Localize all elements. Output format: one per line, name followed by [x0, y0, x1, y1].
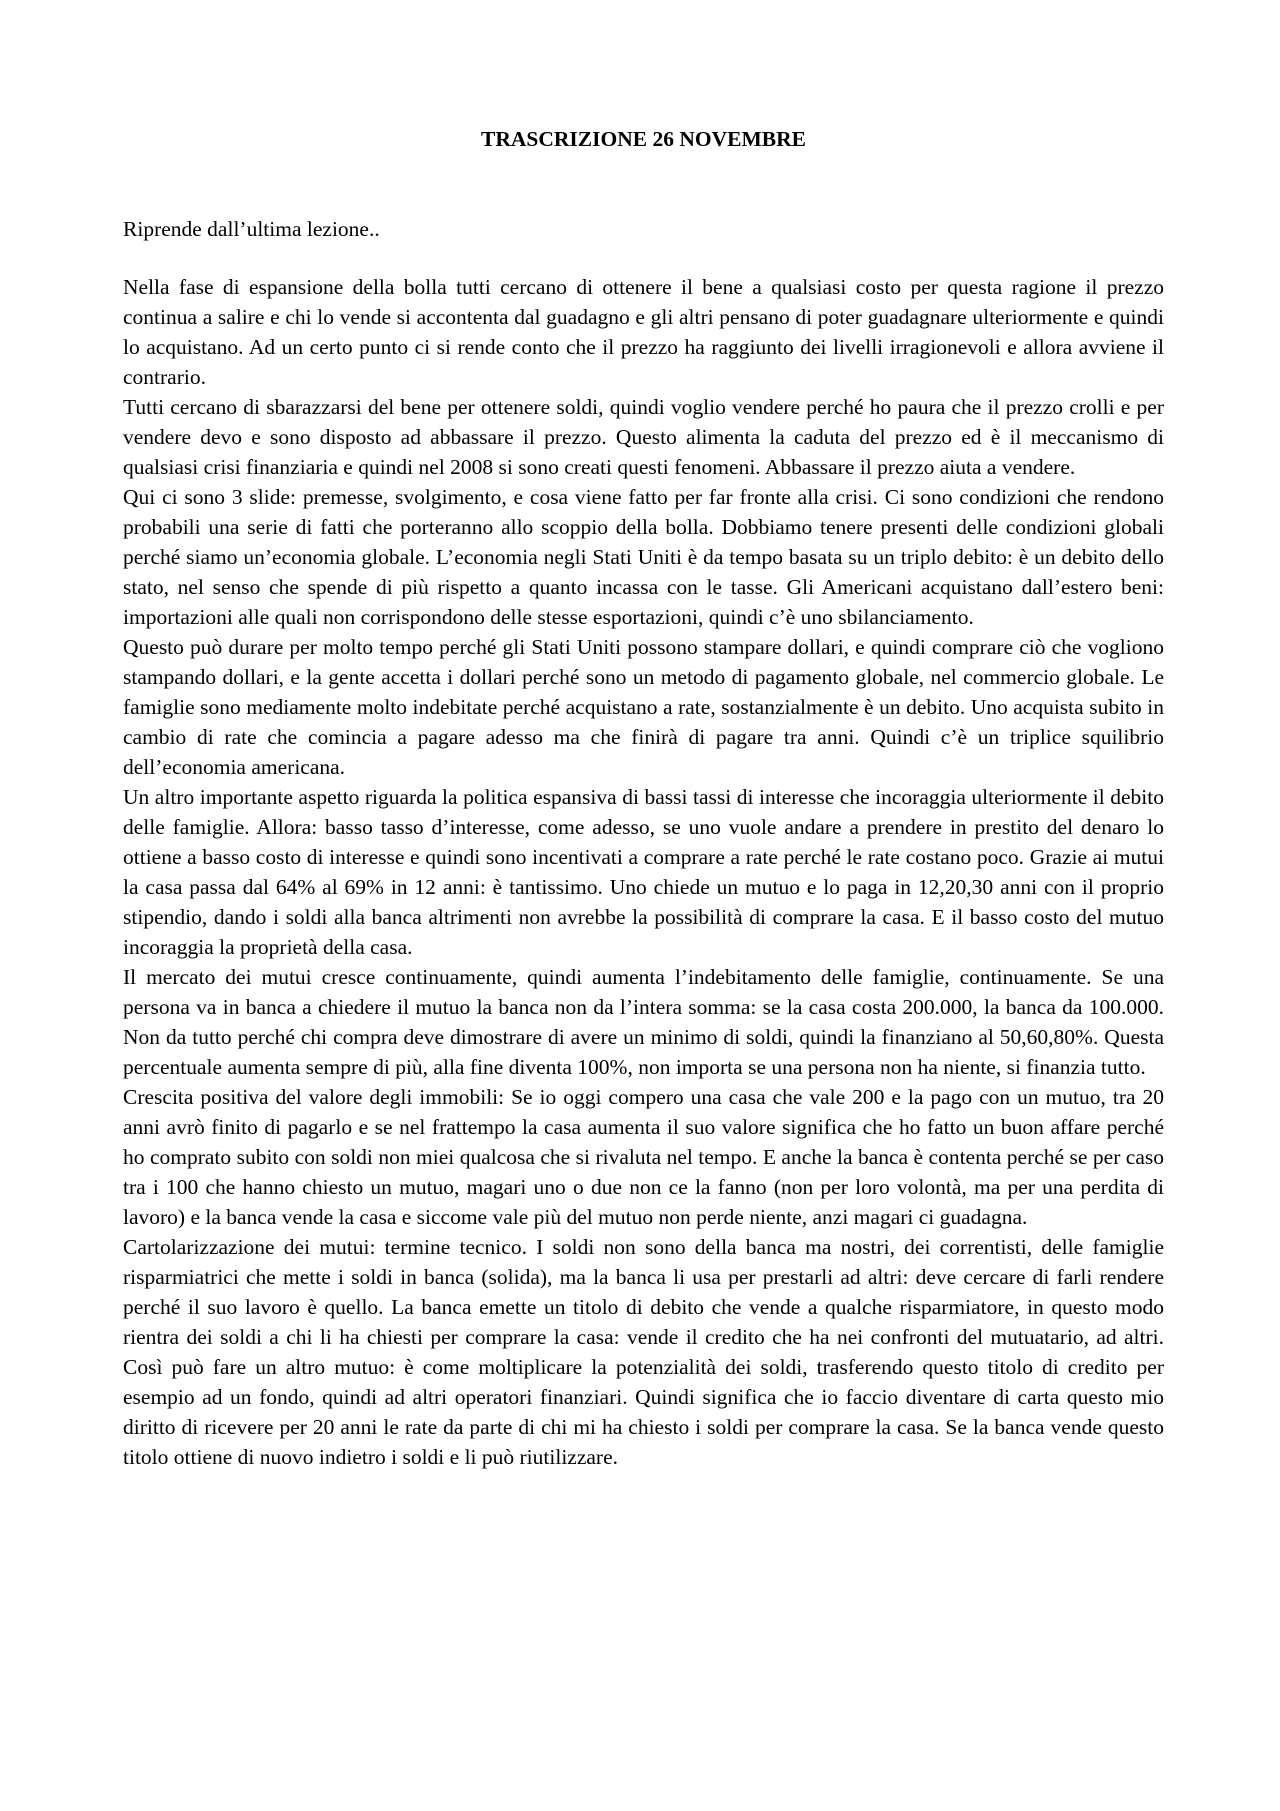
paragraph: Tutti cercano di sbarazzarsi del bene per ottenere soldi, quindi voglio vendere perché ho paura che il prezzo crolli e per vendere devo e sono disposto ad abbassare il prezzo. Questo alimenta la caduta del prezzo ed è il meccanismo di qualsiasi crisi finanziaria e quindi nel 2008 si sono creati questi fenomeni. Abbassare il prezzo aiuta a vendere.: [123, 395, 1164, 479]
intro-line: Riprende dall’ultima lezione..: [123, 217, 380, 241]
paragraph: Qui ci sono 3 slide: premesse, svolgimento, e cosa viene fatto per far fronte alla crisi. Ci sono condizioni che rendono probabili una serie di fatti che porteranno allo scoppio della bolla. Dobbiamo tenere presenti delle condizioni globali perché siamo un’economia globale. L’economia negli Stati Uniti è da tempo basata su un triplo debito: è un debito dello stato, nel senso che spende di più rispetto a quanto incassa con le tasse. Gli Americani acquistano dall’estero beni: importazioni alle quali non corrispondono delle stesse esportazioni, quindi c’è uno sbilanciamento.: [123, 485, 1164, 629]
paragraph: Cartolarizzazione dei mutui: termine tecnico. I soldi non sono della banca ma nostri, dei correntisti, delle famiglie risparmiatrici che mette i soldi in banca (solida), ma la banca li usa per prestarli ad altri: deve cercare di farli rendere perché il suo lavoro è quello. La banca emette un titolo di debito che vende a qualche risparmiatore, in questo modo rientra dei soldi a chi li ha chiesti per comprare la casa: vende il credito che ha nei confronti del mutuatario, ad altri. Così può fare un altro mutuo: è come moltiplicare la potenzialità dei soldi, trasferendo questo titolo di credito per esempio ad un fondo, quindi ad altri operatori finanziari. Quindi significa che io faccio diventare di carta questo mio diritto di ricevere per 20 anni le rate da parte di chi mi ha chiesto i soldi per comprare la casa. Se la banca vende questo titolo ottiene di nuovo indietro i soldi e li può riutilizzare.: [123, 1235, 1164, 1469]
document-body: [123, 272, 1164, 1472]
paragraph: Un altro importante aspetto riguarda la politica espansiva di bassi tassi di interesse che incoraggia ulteriormente il debito delle famiglie. Allora: basso tasso d’interesse, come adesso, se uno vuole andare a prendere in prestito del denaro lo ottiene a basso costo di interesse e quindi sono incentivati a comprare a rate perché le rate costano poco. Grazie ai mutui la casa passa dal 64% al 69% in 12 anni: è tantissimo. Uno chiede un mutuo e lo paga in 12,20,30 anni con il proprio stipendio, dando i soldi alla banca altrimenti non avrebbe la possibilità di comprare la casa. E il basso costo del mutuo incoraggia la proprietà della casa.: [123, 785, 1164, 959]
paragraph: Crescita positiva del valore degli immobili: Se io oggi compero una casa che vale 200 e la pago con un mutuo, tra 20 anni avrò finito di pagarlo e se nel frattempo la casa aumenta il suo valore significa che ho fatto un buon affare perché ho comprato subito con soldi non miei qualcosa che si rivaluta nel tempo. E anche la banca è contenta perché se per caso tra i 100 che hanno chiesto un mutuo, magari uno o due non ce la fanno (non per loro volontà, ma per una perdita di lavoro) e la banca vende la casa e siccome vale più del mutuo non perde niente, anzi magari ci guadagna.: [123, 1085, 1164, 1229]
paragraph: Questo può durare per molto tempo perché gli Stati Uniti possono stampare dollari, e quindi comprare ciò che vogliono stampando dollari, e la gente accetta i dollari perché sono un metodo di pagamento globale, nel commercio globale. Le famiglie sono mediamente molto indebitate perché acquistano a rate, sostanzialmente è un debito. Uno acquista subito in cambio di rate che comincia a pagare adesso ma che finirà di pagare tra anni. Quindi c’è un triplice squilibrio dell’economia americana.: [123, 635, 1164, 779]
document-title: TRASCRIZIONE 26 NOVEMBRE: [481, 127, 806, 151]
paragraph: Il mercato dei mutui cresce continuamente, quindi aumenta l’indebitamento delle famiglie, continuamente. Se una persona va in banca a chiedere il mutuo la banca non da l’intera somma: se la casa costa 200.000, la banca da 100.000. Non da tutto perché chi compra deve dimostrare di avere un minimo di soldi, quindi la finanziano al 50,60,80%. Questa percentuale aumenta sempre di più, alla fine diventa 100%, non importa se una persona non ha niente, si finanzia tutto.: [123, 965, 1164, 1079]
paragraph: Nella fase di espansione della bolla tutti cercano di ottenere il bene a qualsiasi costo per questa ragione il prezzo continua a salire e chi lo vende si accontenta dal guadagno e gli altri pensano di poter guadagnare ulteriormente e quindi lo acquistano. Ad un certo punto ci si rende conto che il prezzo ha raggiunto dei livelli irragionevoli e allora avviene il contrario.: [123, 275, 1164, 389]
